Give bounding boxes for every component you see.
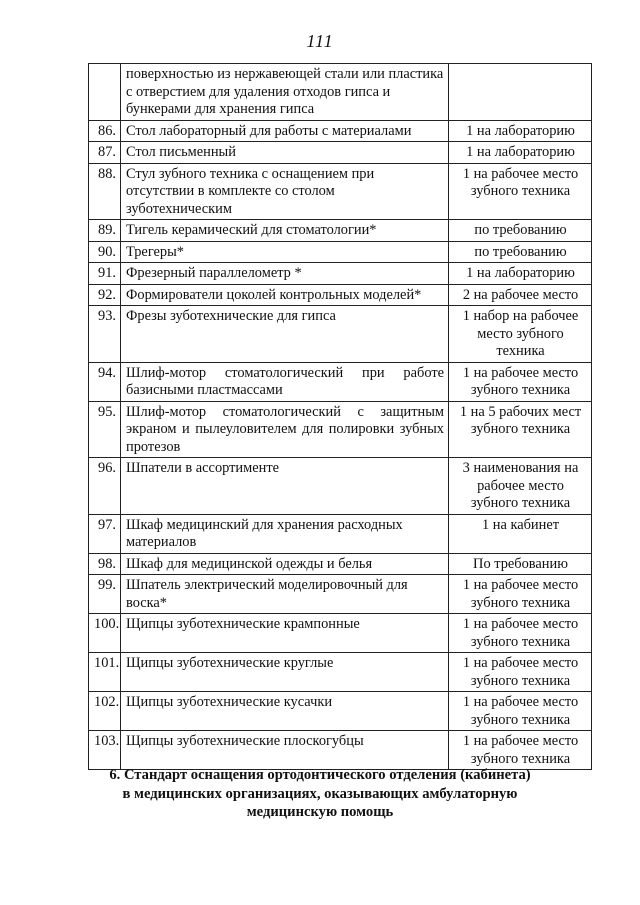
table-row: [89, 692, 592, 731]
equipment-name: Шкаф для медицинской одежды и белья: [121, 553, 449, 575]
equipment-name: Фрезерный параллелометр *: [121, 263, 449, 285]
table-row: [89, 120, 592, 142]
row-number: 86.: [89, 120, 121, 142]
equipment-name: Шпатель электрический моделировочный для воска*: [121, 575, 449, 614]
equipment-quantity: 1 на лабораторию: [449, 142, 592, 164]
section-title-line: медицинскую помощь: [246, 804, 394, 820]
table-row: [89, 163, 592, 220]
equipment-name: Шпатели в ассортименте: [121, 458, 449, 515]
row-number: 96.: [89, 458, 121, 515]
row-number: 93.: [89, 306, 121, 363]
equipment-name: Формирователи цоколей контрольных моделей*: [121, 284, 449, 306]
equipment-quantity: 1 на рабочее место зубного техника: [449, 731, 592, 770]
equipment-name: Щипцы зуботехнические кусачки: [121, 692, 449, 731]
row-number: 98.: [89, 553, 121, 575]
equipment-name: Стол лабораторный для работы с материалами: [121, 120, 449, 142]
row-number: [89, 64, 121, 121]
table-row: [89, 142, 592, 164]
equipment-table: [88, 63, 592, 770]
equipment-name: Щипцы зуботехнические крампонные: [121, 614, 449, 653]
equipment-name: Шлиф-мотор стоматологический с защитным экраном и пылеуловителем для полировки зубных протезов: [121, 401, 449, 458]
equipment-quantity: По требованию: [449, 553, 592, 575]
section-title-line: в медицинских организациях, оказывающих амбулаторную: [122, 785, 518, 802]
row-number: 99.: [89, 575, 121, 614]
equipment-quantity: 1 на лабораторию: [449, 263, 592, 285]
row-number: 90.: [89, 241, 121, 263]
equipment-quantity: по требованию: [449, 241, 592, 263]
row-number: 102.: [89, 692, 121, 731]
row-number: 97.: [89, 514, 121, 553]
table-row: [89, 306, 592, 363]
row-number: 87.: [89, 142, 121, 164]
equipment-quantity: [449, 64, 592, 121]
equipment-quantity: 1 на кабинет: [449, 514, 592, 553]
section-title: [60, 766, 580, 822]
table-row: [89, 731, 592, 770]
table-row: [89, 401, 592, 458]
table-row: [89, 614, 592, 653]
table-row: [89, 284, 592, 306]
table-row: [89, 241, 592, 263]
equipment-quantity: 1 на рабочее место зубного техника: [449, 614, 592, 653]
table-row: [89, 362, 592, 401]
equipment-quantity: 1 на 5 рабочих мест зубного техника: [449, 401, 592, 458]
table-row: [89, 553, 592, 575]
section-title-line: 6. Стандарт оснащения ортодонтического отделения (кабинета): [109, 767, 531, 783]
row-number: 94.: [89, 362, 121, 401]
equipment-quantity: по требованию: [449, 220, 592, 242]
table-row: [89, 653, 592, 692]
equipment-quantity: 3 наименования на рабочее место зубного техника: [449, 458, 592, 515]
equipment-quantity: 1 на рабочее место зубного техника: [449, 653, 592, 692]
row-number: 88.: [89, 163, 121, 220]
equipment-name: Стол письменный: [121, 142, 449, 164]
table-row: [89, 263, 592, 285]
equipment-name: Шлиф-мотор стоматологический при работе базисными пластмассами: [121, 362, 449, 401]
equipment-name: поверхностью из нержавеющей стали или пластика с отверстием для удаления отходов гипса и бункерами для хранения гипса: [121, 64, 449, 121]
equipment-quantity: 1 на рабочее место зубного техника: [449, 362, 592, 401]
row-number: 100.: [89, 614, 121, 653]
row-number: 95.: [89, 401, 121, 458]
equipment-quantity: 1 набор на рабочее место зубного техника: [449, 306, 592, 363]
equipment-quantity: 2 на рабочее место: [449, 284, 592, 306]
equipment-name: Тигель керамический для стоматологии*: [121, 220, 449, 242]
equipment-quantity: 1 на рабочее место зубного техника: [449, 163, 592, 220]
row-number: 101.: [89, 653, 121, 692]
equipment-name: Щипцы зуботехнические плоскогубцы: [121, 731, 449, 770]
equipment-name: Фрезы зуботехнические для гипса: [121, 306, 449, 363]
table-row: [89, 220, 592, 242]
equipment-name: Стул зубного техника с оснащением при отсутствии в комплекте со столом зуботехническим: [121, 163, 449, 220]
equipment-name: Трегеры*: [121, 241, 449, 263]
table-row: [89, 514, 592, 553]
row-number: 91.: [89, 263, 121, 285]
row-number: 103.: [89, 731, 121, 770]
equipment-quantity: 1 на рабочее место зубного техника: [449, 692, 592, 731]
equipment-quantity: 1 на лабораторию: [449, 120, 592, 142]
row-number: 89.: [89, 220, 121, 242]
table-row: [89, 458, 592, 515]
page-number: 111: [306, 31, 334, 51]
equipment-name: Шкаф медицинский для хранения расходных материалов: [121, 514, 449, 553]
table-row: [89, 64, 592, 121]
equipment-quantity: 1 на рабочее место зубного техника: [449, 575, 592, 614]
row-number: 92.: [89, 284, 121, 306]
table-row: [89, 575, 592, 614]
equipment-name: Щипцы зуботехнические круглые: [121, 653, 449, 692]
